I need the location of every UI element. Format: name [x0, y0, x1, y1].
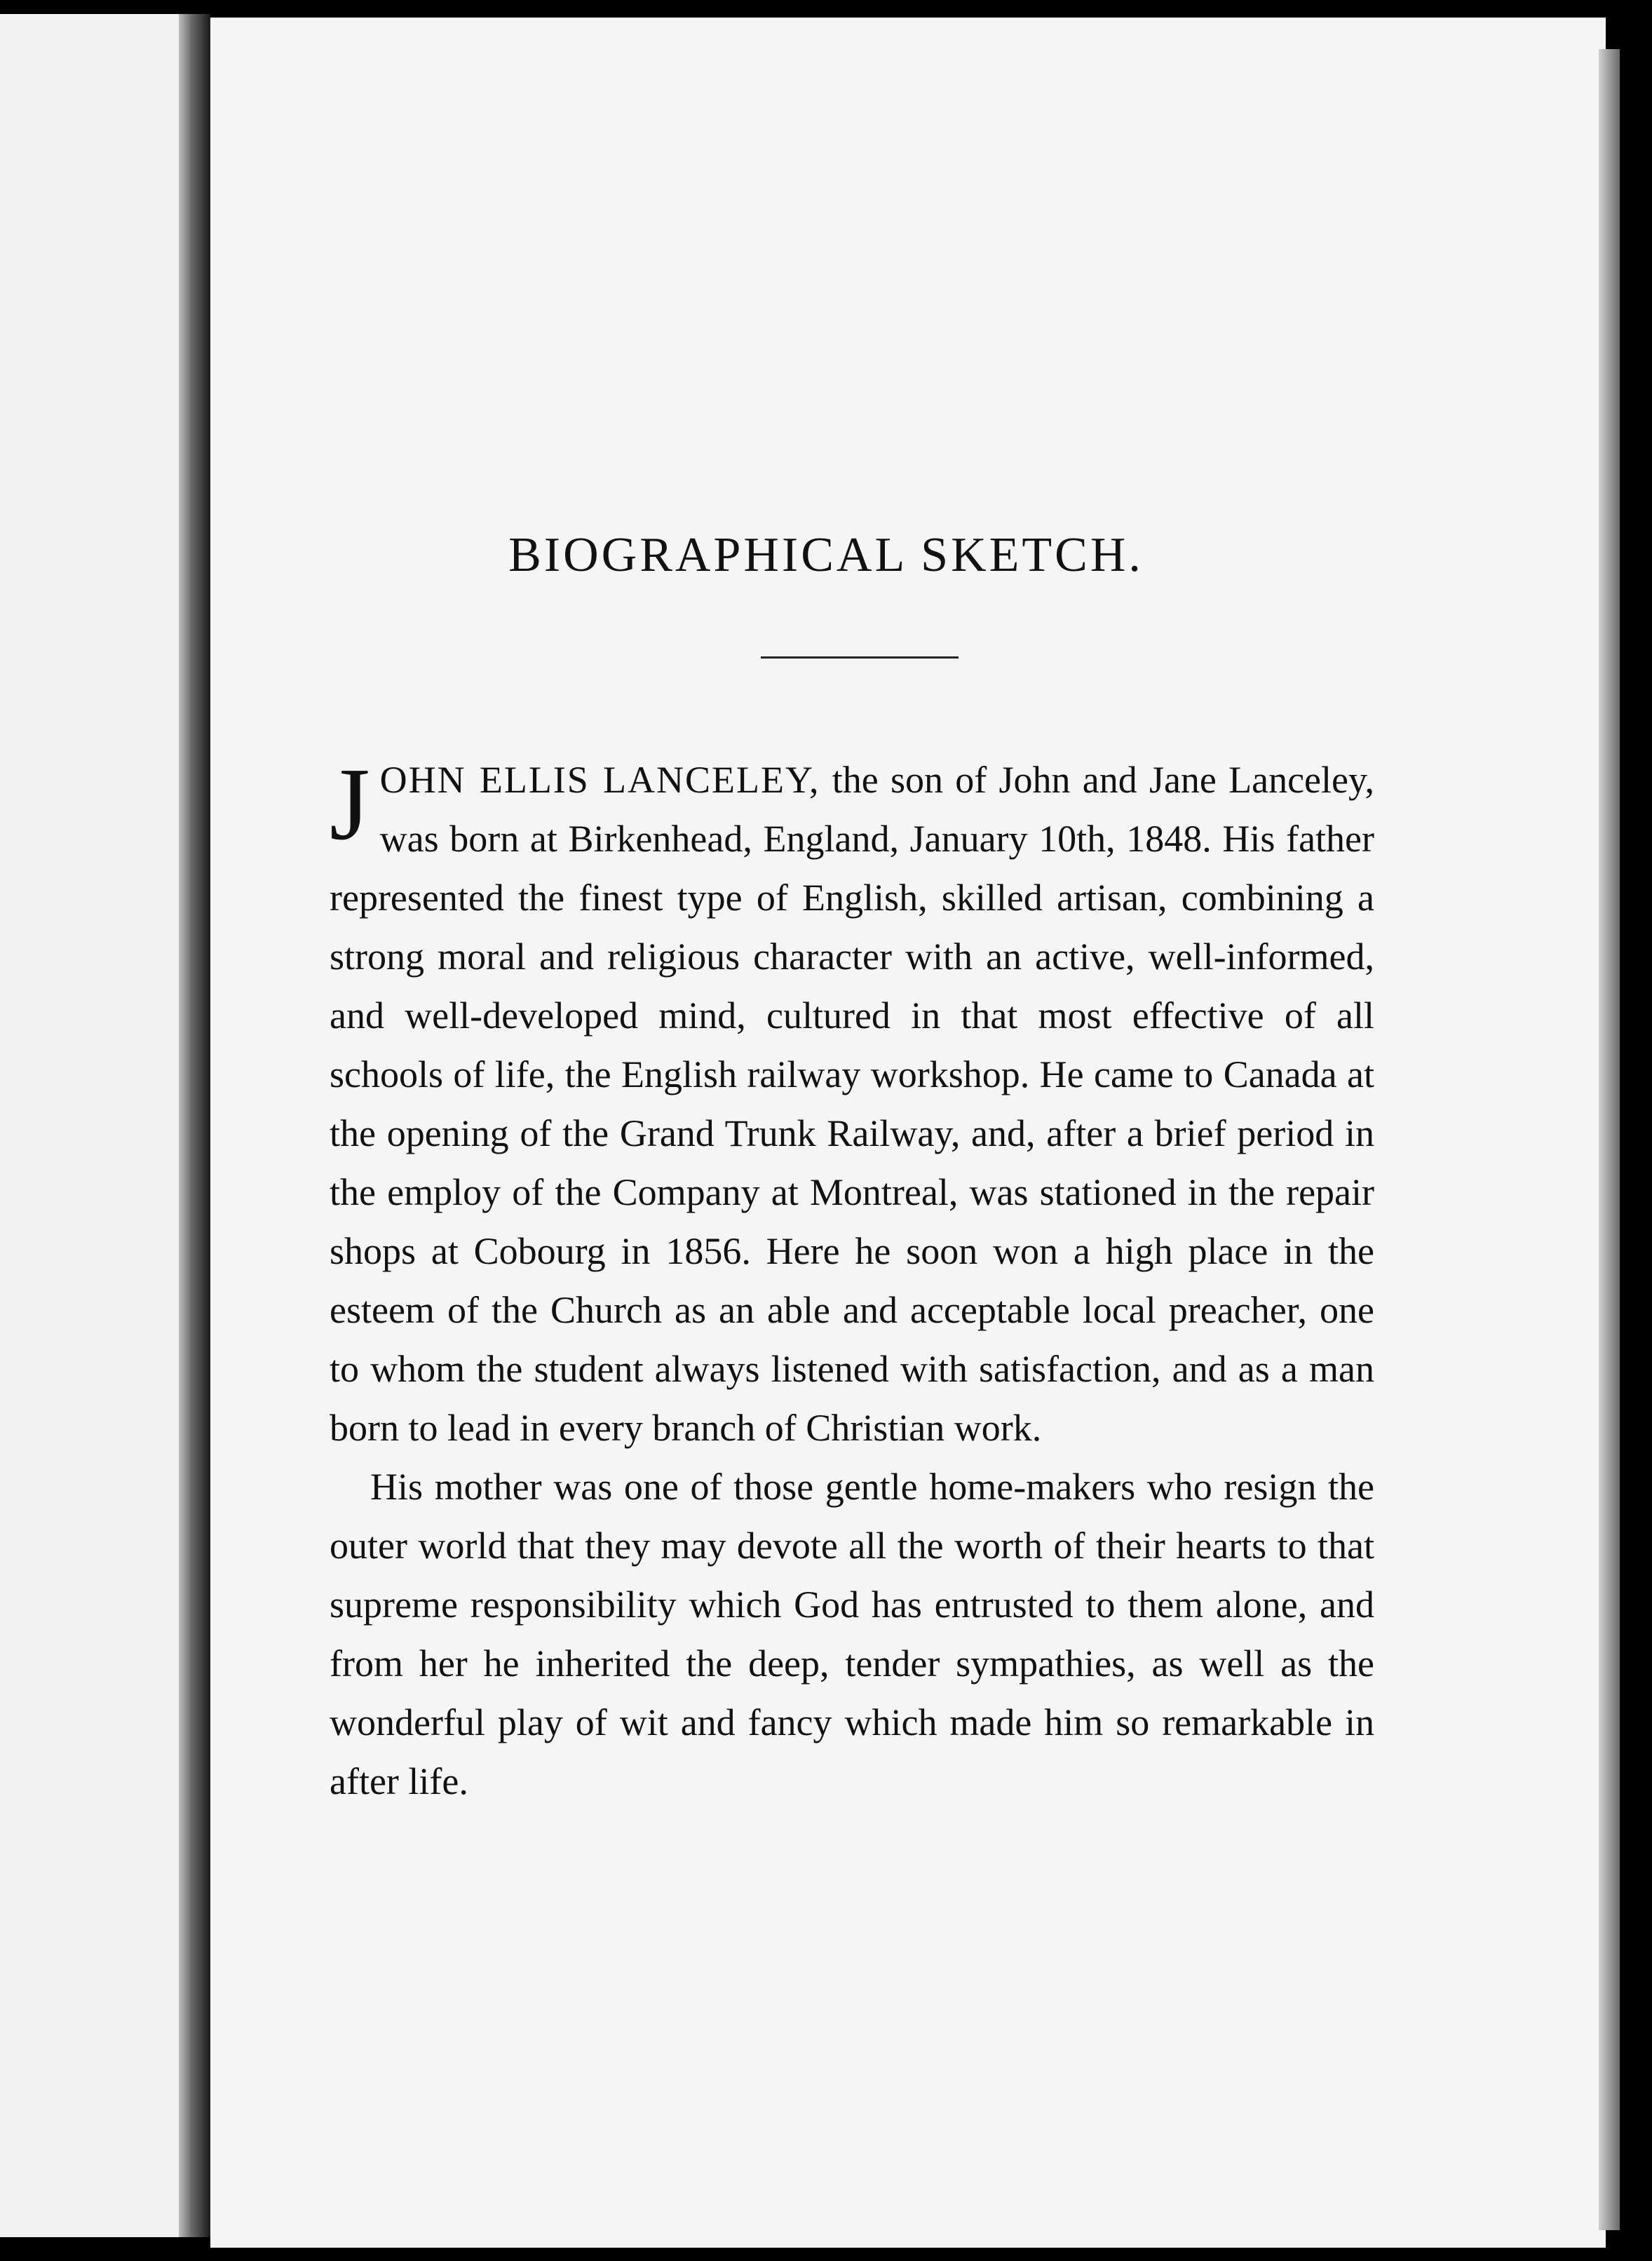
paragraph-1	[330, 747, 1374, 1457]
left-page	[0, 14, 203, 2237]
paragraph-lead: OHN ELLIS LANCELEY,	[379, 759, 820, 801]
right-page-edge	[1599, 49, 1620, 2230]
body-text	[330, 747, 1374, 1811]
drop-cap: J	[330, 747, 370, 862]
page-title: BIOGRAPHICAL SKETCH.	[508, 527, 1144, 582]
paragraph-text: the son of John and Jane Lanceley, was born at Birkenhead, England, January 10th, 1848. His father represented the finest type of English, skilled artisan, combining a strong moral and religious character with an active, well-informed, and well-developed mind, cultured in that most effective of all schools of life, the English railway workshop. He came to Canada at the opening of the Grand Trunk Railway, and, after a brief period in the employ of the Company at Montreal, was stationed in the repair shops at Cobourg in 1856. Here he soon won a high place in the esteem of the Church as an able and acceptable local preacher, one to whom the student always listened with satisfaction, and as a man born to lead in every branch of Christian work.	[330, 759, 1374, 1449]
title-rule	[761, 656, 959, 659]
left-page-gutter	[179, 14, 210, 2237]
paragraph-2: His mother was one of those gentle home-makers who resign the outer world that they may devote all the worth of their hearts to that supreme responsibility which God has entrusted to them alone, and from her he inherited the deep, tender sympathies, as well as the wonderful play of wit and fancy which made him so remarkable in after life.	[330, 1466, 1374, 1802]
